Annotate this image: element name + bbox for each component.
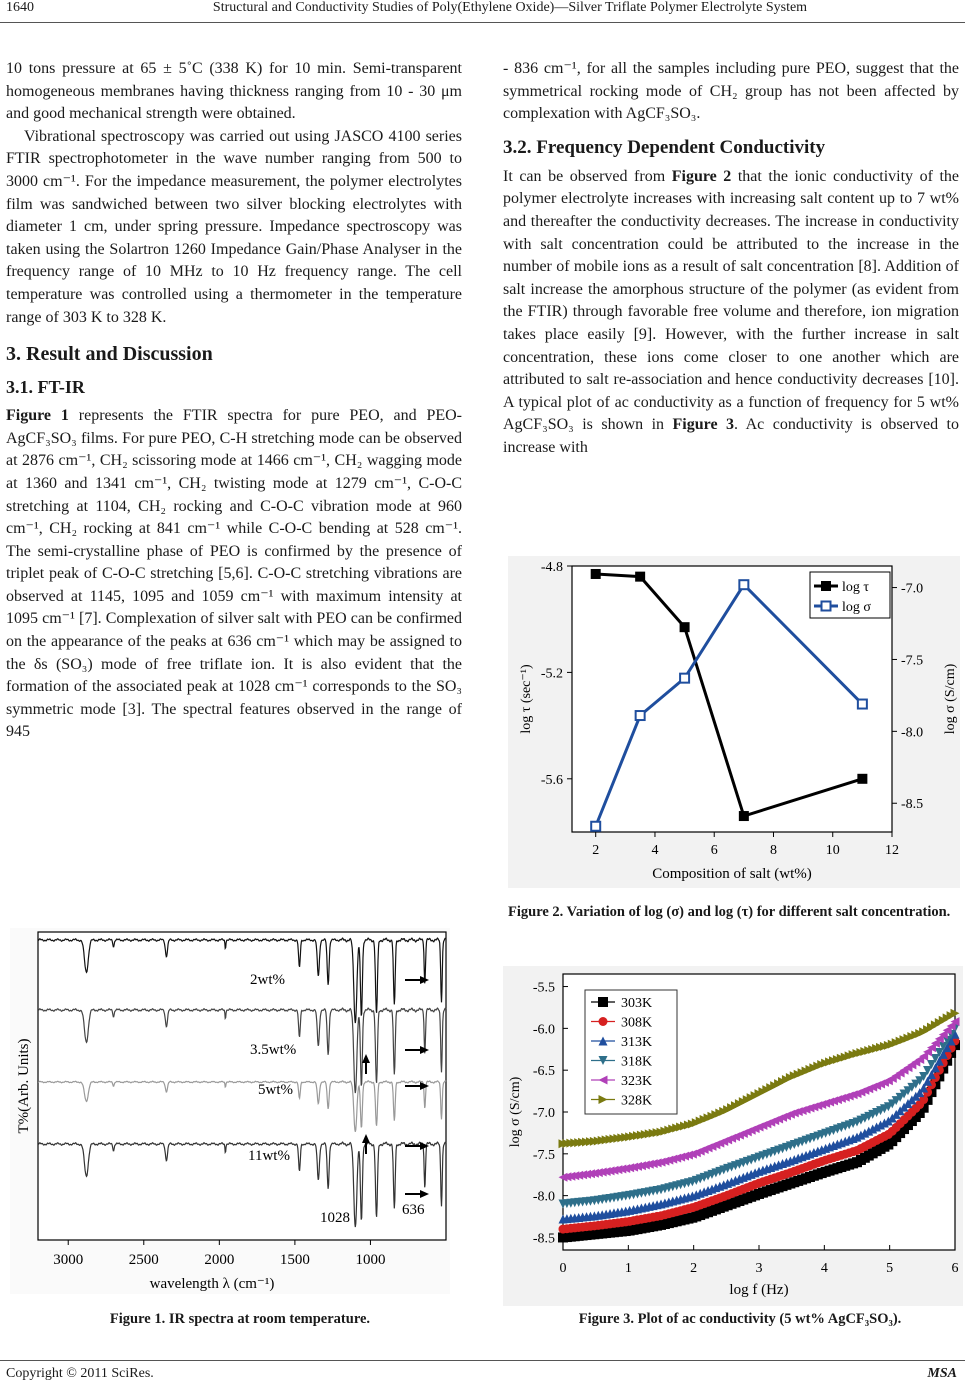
paragraph-text: represents the FTIR spectra for pure PEO, and PEO-AgCF₃SO₃ films. For pure PEO, C-H stretching mode can be observed at 2876 cm⁻¹, CH₂ scissoring mode at 1466 cm⁻¹, CH₂ wagging mode at 1360 and 1341 cm⁻¹, CH₂ twisting mode at 1279 cm⁻¹, C-O-C stretching at 1104, CH₂ rocking and C-O-C vibration mode at 960 cm⁻¹, CH₂ rocking at 841 cm⁻¹ while C-O-C bending at 528 cm⁻¹. The semi-crystalline phase of PEO is confirmed by the presence of triplet peak of C-O-C stretching [5,6]. C-O-C stretching vibrations are observed at 1145, 1095 and 1059 cm⁻¹ with maximum intensity at 1095 cm⁻¹ [7]. Complexation of silver salt with PEO can be confirmed on the appearance of the peaks at 636 cm⁻¹ which may be assigned to the δs (SO₃) mode of free triflate ion. It is also evident that the formation of the associated peak at 1028 cm⁻¹ corresponds to the SO₃ symmetric mode [3]. The spectral features observed in the range of 945 [6,407,463,741]
paragraph: Vibrational spectroscopy was carried out using JASCO 4100 series FTIR spectrophotometer in the wave number ranging from 500 to 3000 cm⁻¹. For the impedance measurement, the polymer electrolytes film was sandwiched between two silver blocking electrolytes with diameter 1 cm, under spring pressure. Impedance spectroscopy was taken using the Solartron 1260 Impedance Gain/Phase Analyser in the frequency range of 10 MHz to 10 Hz frequency range. The cell temperature was controlled using a thermometer in the temperature range of 303 K to 328 K. [6,127,462,326]
x-tick-label: 10 [825,843,840,858]
legend-label: 328K [621,1093,653,1109]
data-point [680,623,689,632]
x-tick-label: 2 [592,843,600,858]
y-axis-label: T%(Arb. Units) [16,1038,32,1134]
data-point [636,711,645,720]
x-tick-label: 2000 [204,1252,235,1268]
legend-label: 323K [621,1074,653,1089]
y-tick-label: -7.0 [532,1106,555,1121]
data-point [591,569,600,578]
data-point [591,822,600,831]
x-tick-label: 6 [710,843,718,858]
y-tick-label: -7.5 [532,1147,555,1163]
series-label: 2wt% [250,972,285,988]
paragraph: 10 tons pressure at 65 ± 5˚C (338 K) for 10 min. Semi-transparent homogeneous membranes having thickness ranging from 10 - 30 μm and good mechanical strength were obtained. [6,60,462,123]
series-label: 5wt% [258,1082,293,1098]
section-heading: 3. Result and Discussion [6,343,213,366]
x-tick-label: 2500 [128,1252,159,1268]
x-tick-label: 6 [951,1261,959,1276]
figure-1 [10,928,450,1294]
ac-conductivity-chart [503,966,963,1306]
right-column [503,58,959,460]
x-tick-label: 1500 [279,1252,310,1268]
subsection-heading: 3.2. Frequency Dependent Conductivity [503,136,826,158]
x-tick-label: 0 [559,1261,567,1276]
journal-abbrev: MSA [927,1366,957,1381]
copyright: Copyright © 2011 SciRes. [6,1366,154,1381]
legend-marker [599,1017,608,1026]
y-tick-label: -6.5 [532,1064,555,1080]
figure-ref: Figure 3 [672,416,735,434]
figure-2 [508,556,960,888]
page-number: 1640 [6,0,34,15]
x-tick-label: 4 [820,1261,828,1276]
x-tick-label: 5 [886,1261,894,1276]
data-point [739,580,748,589]
y-axis-label-left: log τ (sec⁻¹) [519,664,534,734]
x-tick-label: 1000 [355,1252,386,1268]
series-label: 11wt% [248,1148,290,1164]
y-axis-label-right: log σ (S/cm) [943,663,958,735]
header-rule [0,22,965,23]
y-tick-label-right: -7.5 [901,653,924,669]
x-axis-label: Composition of salt (wt%) [652,866,812,882]
y-tick-label-right: -7.0 [901,581,924,597]
y-tick-label: -8.0 [532,1189,555,1205]
data-point [680,674,689,683]
x-tick-label: 2 [690,1261,698,1276]
legend-label: 303K [621,996,653,1011]
y-axis-label: log σ (S/cm) [508,1076,523,1148]
y-tick-label: -5.5 [532,980,555,996]
paragraph: It can be observed from Figure 2 that the ionic conductivity of the polymer electrolyte increases with increasing salt content up to 7 wt% and thereafter the conductivity decreases. The increase in conductivity with salt concentration could be attributed to the increase in the number of mobile ions as a result of salt concentration [8]. Addition of salt increase the amorphous structure of the polymer (as evident from the FTIR) through favorable free volume and therefore, ion migration takes place easily [9]. However, with the further increase in salt concentration, these ions come closer to one another which are attributed to salt re-association and hence conductivity decreases [10]. A typical plot of ac conductivity as a function of frequency for 5 wt% AgCF₃SO₃ is shown in Figure 3. Ac conductivity is observed to increase with [503,167,960,456]
x-tick-label: 4 [651,843,659,858]
x-tick-label: 1 [624,1261,632,1276]
data-point [858,774,867,783]
x-tick-label: 3 [755,1261,763,1276]
series-label: 3.5wt% [250,1042,297,1058]
x-tick-label: 12 [885,843,899,858]
x-axis-label: log f (Hz) [729,1282,789,1298]
plot-frame [38,932,446,1240]
footer-rule [0,1360,965,1361]
conductivity-composition-chart [508,556,960,888]
figure-ref: Figure 1 [6,407,69,425]
legend-marker [822,582,831,591]
x-tick-label: 8 [769,843,777,858]
y-tick-label-left: -4.8 [540,560,563,575]
figure-1-caption: Figure 1. IR spectra at room temperature. [109,1311,371,1327]
x-tick-label: 3000 [53,1252,84,1268]
x-axis-label: wavelength λ (cm⁻¹) [149,1276,275,1292]
y-tick-label-left: -5.6 [540,772,563,788]
running-title: Structural and Conductivity Studies of Poly(Ethylene Oxide)—Silver Triflate Polymer Electrolyte System [212,0,808,15]
figure-3-caption: Figure 3. Plot of ac conductivity (5 wt% AgCF₃SO₃). [578,1311,902,1327]
y-tick-label: -6.0 [532,1022,555,1038]
ir-spectra-chart [10,928,450,1294]
paragraph [6,405,462,744]
legend-label: log τ [842,580,870,595]
figure-3 [503,966,963,1306]
data-point [739,812,748,821]
legend-label: log σ [842,600,871,615]
figure-2-caption: Figure 2. Variation of log (σ) and log (τ) for different salt concentration. [508,904,951,920]
y-tick-label-right: -8.0 [901,725,924,741]
data-point [858,700,867,709]
legend-label: 313K [621,1035,653,1050]
y-tick-label: -8.5 [532,1231,555,1247]
left-column [6,58,462,744]
y-tick-label-left: -5.2 [540,666,563,682]
legend-label: 308K [621,1015,653,1031]
paragraph: - 836 cm⁻¹, for all the samples including pure PEO, suggest that the symmetrical rocking mode of CH₂ group has not been affected by complexation with AgCF₃SO₃. [503,60,959,123]
y-tick-label-right: -8.5 [901,797,924,813]
figure-ref: Figure 2 [671,167,732,185]
legend-marker [822,602,831,611]
legend-marker [599,998,608,1007]
legend-label: 318K [621,1054,653,1070]
peak-label: 636 [402,1202,425,1218]
peak-label: 1028 [320,1210,350,1226]
subsection-heading: 3.1. FT-IR [6,377,85,398]
data-point [636,572,645,581]
